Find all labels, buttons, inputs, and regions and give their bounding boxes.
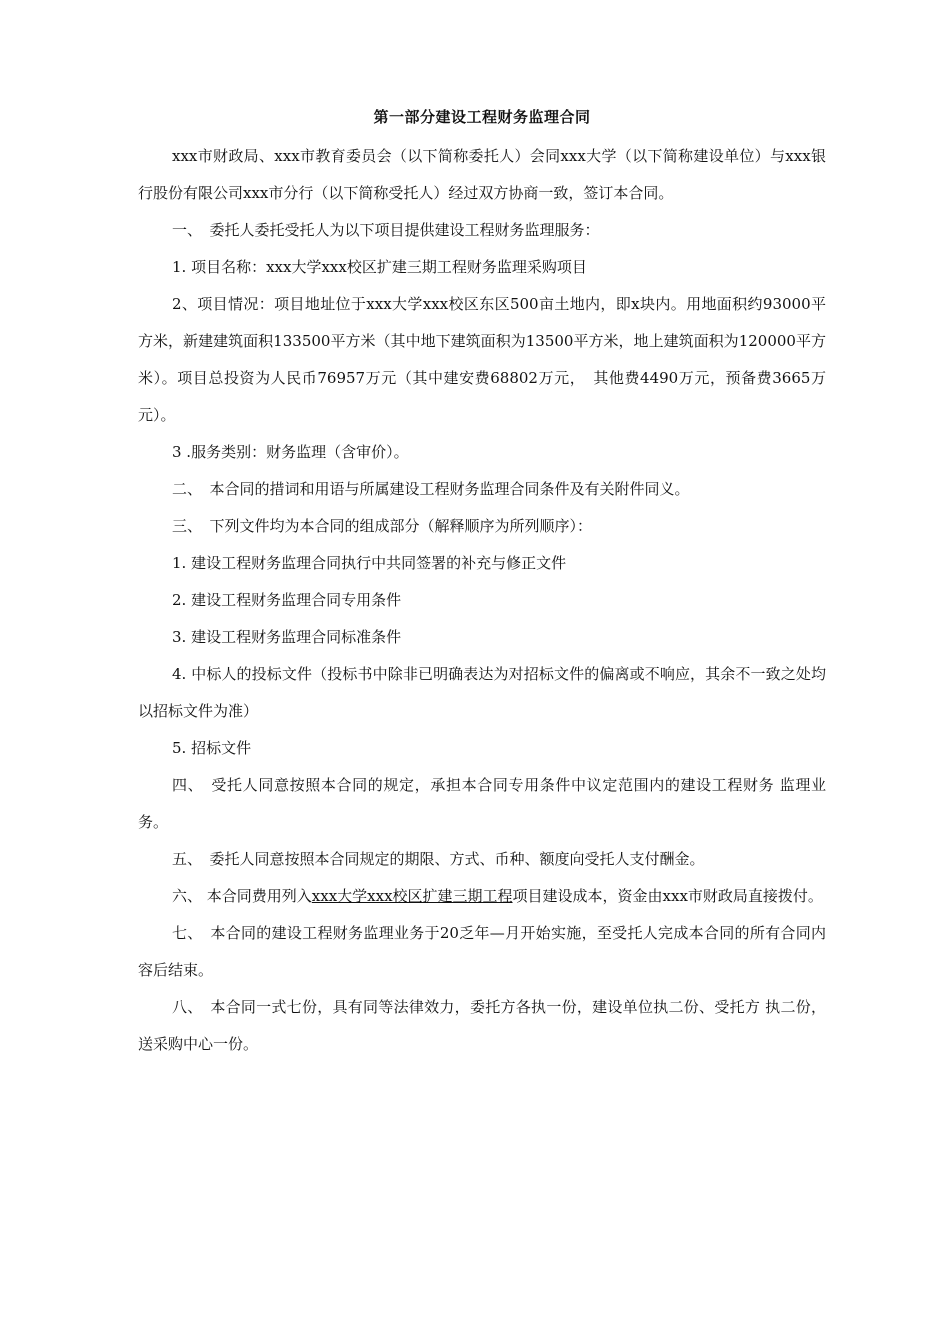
section-6-suffix: 项目建设成本，资金由xxx市财政局直接拨付。 (512, 887, 823, 905)
section-1-item-2: 2、项目情况：项目地址位于xxx大学xxx校区东区500亩土地内，即x块内。用地面积约93000平方米，新建建筑面积133500平方米（其中地下建筑面积为13500平方米，地上建筑面积为120000平方米）。项目总投资为人民币76957万元（其中建安费68802万元， 其他费4490万元，预备费3665万元）。 (138, 295, 826, 424)
section-3-item-2: 2. 建设工程财务监理合同专用条件 (172, 591, 402, 609)
section-3-item-4: 4. 中标人的投标文件（投标书中除非已明确表达为对招标文件的偏离或不响应，其余不一致之处均以招标文件为准） (138, 665, 826, 720)
section-3: 三、 下列文件均为本合同的组成部分（解释顺序为所列顺序）： (172, 517, 593, 535)
section-6-project-name: xxx大学xxx校区扩建三期工程 (311, 887, 513, 905)
section-1-item-1: 1. 项目名称：xxx大学xxx校区扩建三期工程财务监理采购项目 (172, 258, 587, 276)
section-7: 七、 本合同的建设工程财务监理业务于20乏年—月开始实施，至受托人完成本合同的所有合同内容后结束。 (138, 924, 826, 979)
section-4: 四、 受托人同意按照本合同的规定，承担本合同专用条件中议定范围内的建设工程财务 监理业务。 (138, 776, 826, 831)
section-1: 一、 委托人委托受托人为以下项目提供建设工程财务监理服务： (172, 221, 600, 239)
section-3-item-5: 5. 招标文件 (172, 739, 252, 757)
section-5: 五、 委托人同意按照本合同规定的期限、方式、币种、额度向受托人支付酬金。 (172, 850, 705, 868)
intro-paragraph: xxx市财政局、xxx市教育委员会（以下简称委托人）会同xxx大学（以下简称建设单位）与xxx银行股份有限公司xxx市分行（以下简称受托人）经过双方协商一致，签订本合同。 (138, 147, 826, 202)
section-6-prefix: 六、 本合同费用列入 (172, 887, 312, 905)
section-1-item-3: 3 .服务类别：财务监理（含审价）。 (172, 443, 409, 461)
page-title: 第一部分建设工程财务监理合同 (373, 108, 591, 126)
section-6 (138, 878, 826, 915)
section-3-item-3: 3. 建设工程财务监理合同标准条件 (172, 628, 402, 646)
section-8: 八、 本合同一式七份，具有同等法律效力，委托方各执一份，建设单位执二份、受托方 执二份，送采购中心一份。 (138, 998, 826, 1053)
section-3-item-1: 1. 建设工程财务监理合同执行中共同签署的补充与修正文件 (172, 554, 567, 572)
section-2: 二、 本合同的措词和用语与所属建设工程财务监理合同条件及有关附件同义。 (172, 480, 690, 498)
contract-page (138, 100, 826, 1063)
